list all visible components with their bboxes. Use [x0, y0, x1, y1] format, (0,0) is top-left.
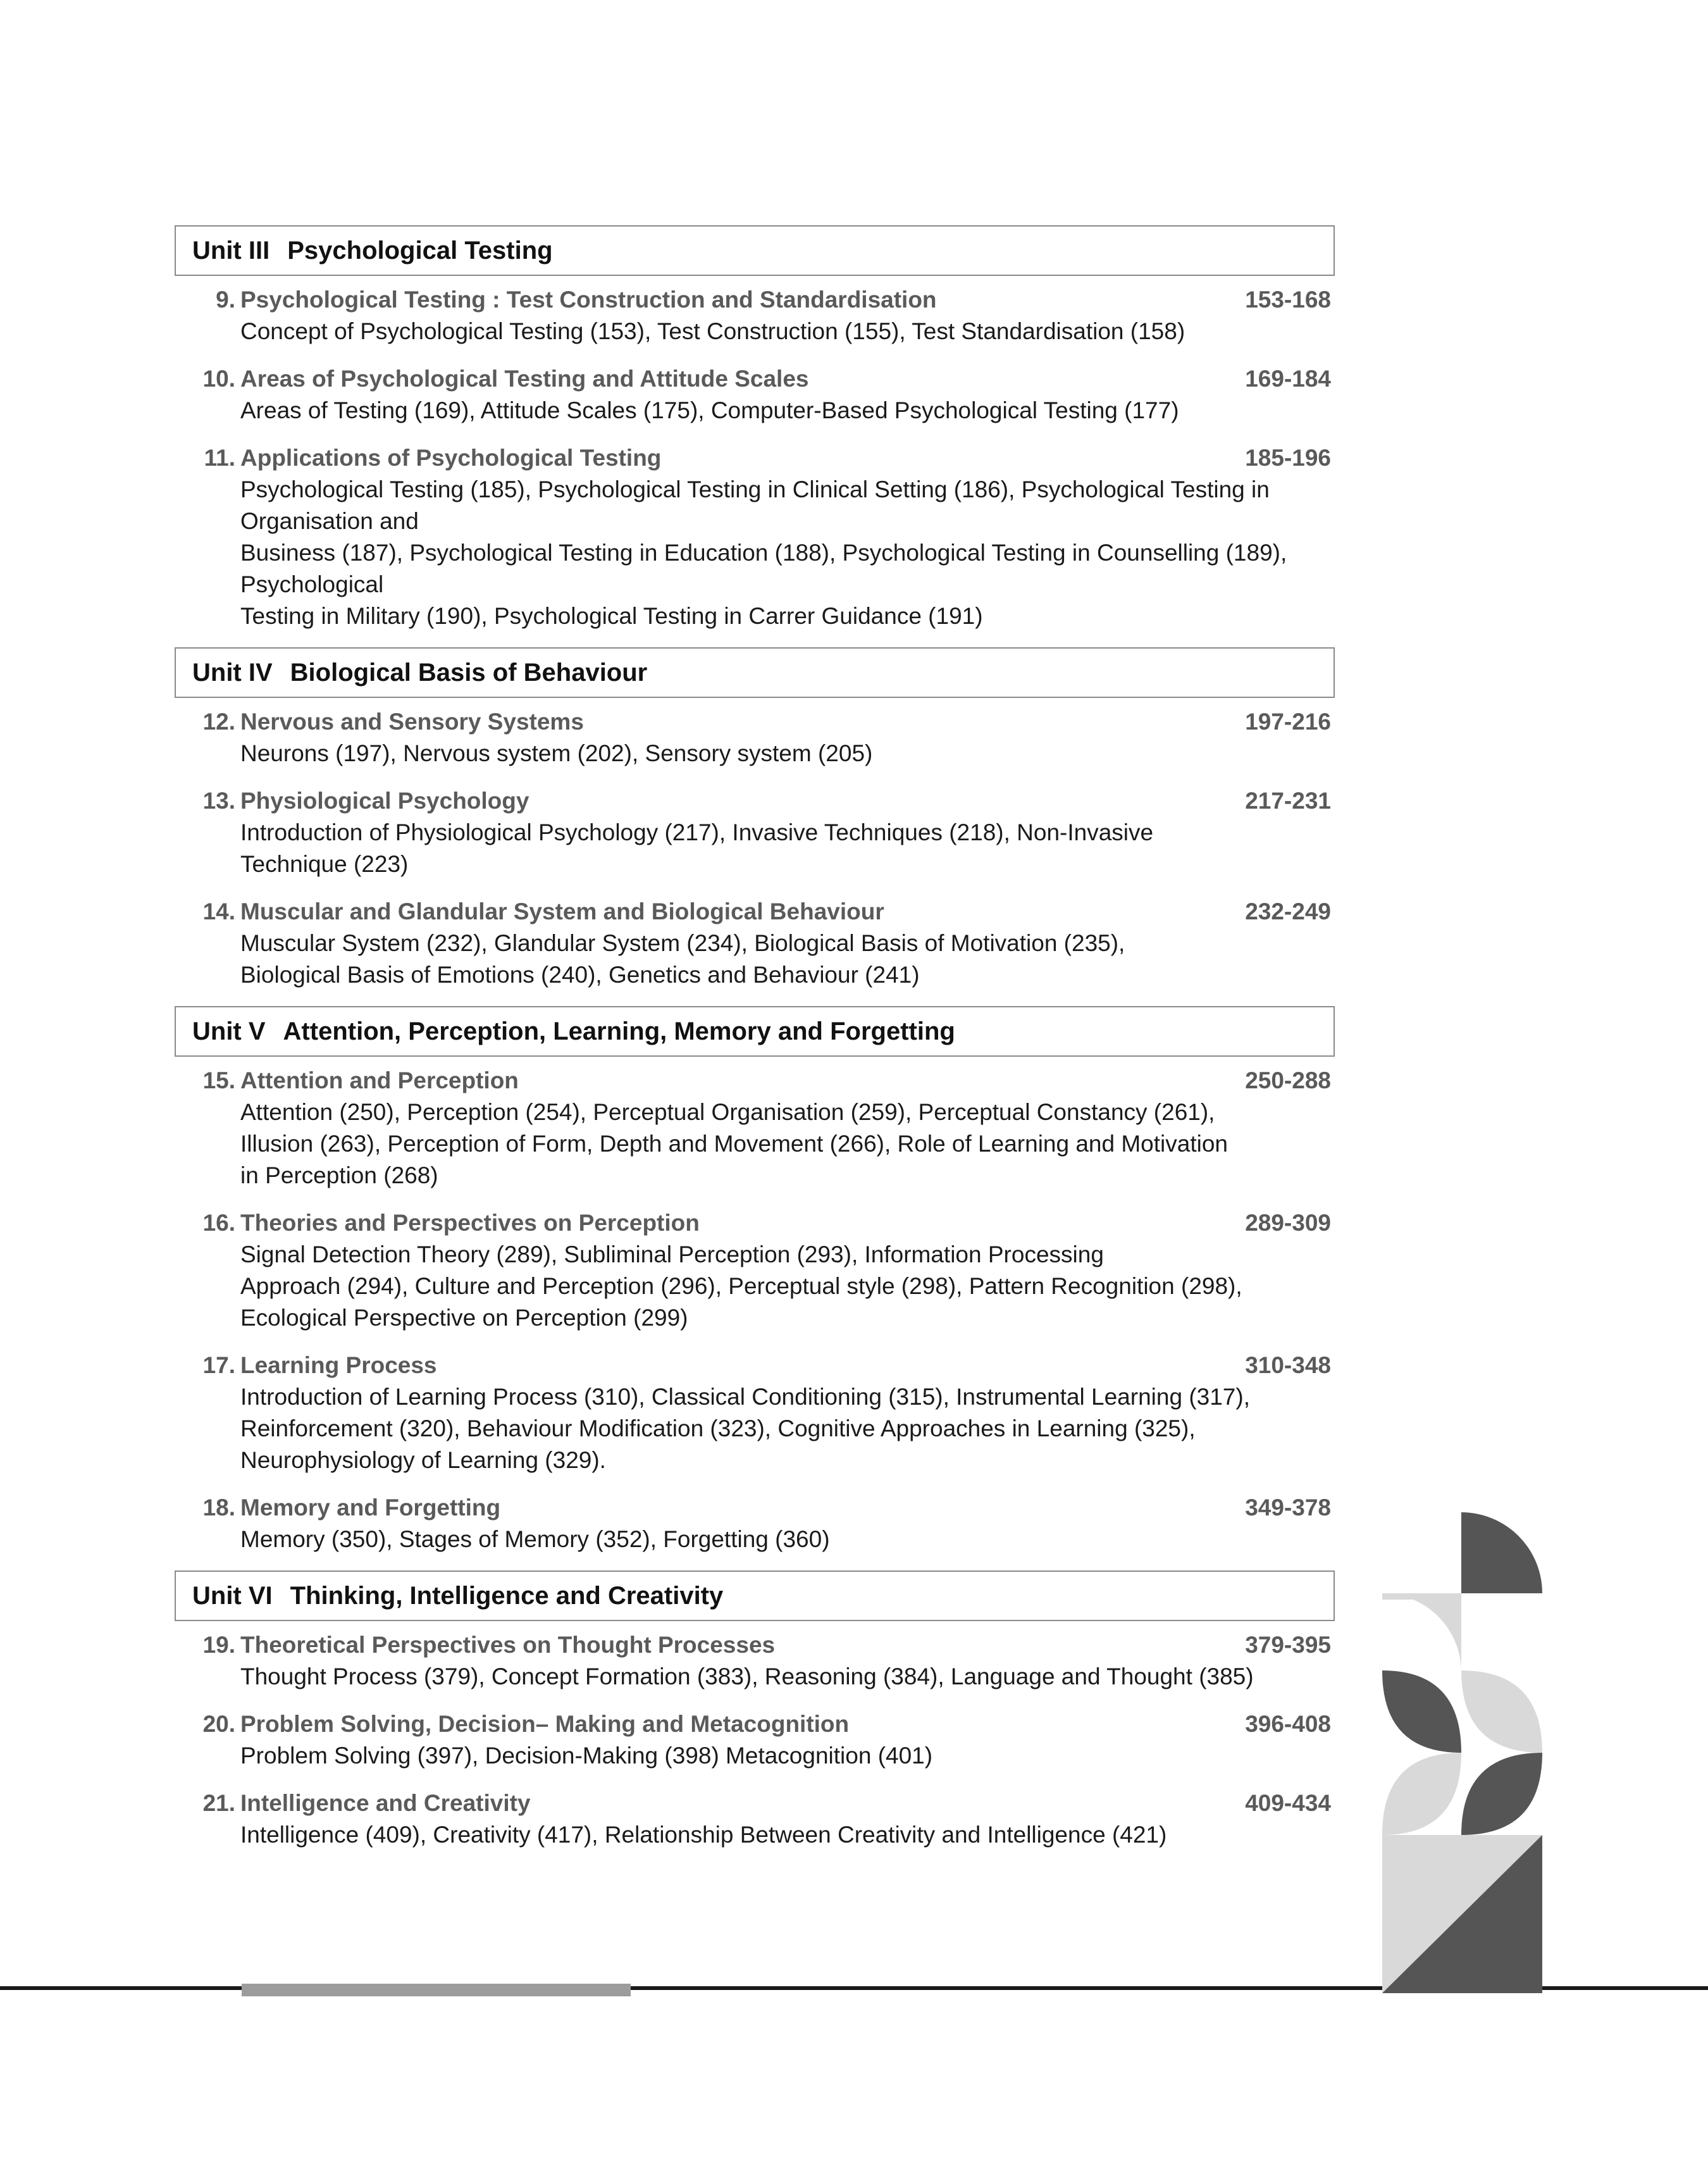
chapter-entry	[175, 1064, 1335, 1191]
chapter-number: 17.	[202, 1352, 235, 1378]
chapter-entry	[175, 1207, 1335, 1334]
topic-line: Neurophysiology of Learning (329).	[240, 1447, 606, 1473]
chapter-number: 14.	[202, 899, 235, 924]
light-leaf-right	[1461, 1670, 1542, 1753]
light-leaf-left	[1382, 1753, 1461, 1835]
chapter-topics	[240, 817, 1335, 880]
chapter-number: 21.	[202, 1790, 235, 1816]
chapter-entry	[175, 895, 1335, 991]
chapter-page-range: 185-196	[1245, 445, 1331, 471]
table-of-contents	[175, 225, 1335, 1866]
unit-section	[175, 1006, 1335, 1555]
chapter-entry	[175, 1491, 1335, 1555]
chapter-entry	[175, 1629, 1335, 1693]
chapter-heading-row	[240, 1629, 1335, 1661]
chapter-number: 20.	[202, 1711, 235, 1737]
topic-line: Biological Basis of Emotions (240), Genetics and Behaviour (241)	[240, 962, 920, 988]
chapter-page-range: 153-168	[1245, 287, 1331, 313]
chapter-number: 16.	[202, 1210, 235, 1236]
chapter-number: 13.	[202, 788, 235, 814]
decorative-geometric-shapes	[1379, 1512, 1544, 1993]
chapter-title: Theoretical Perspectives on Thought Processes	[240, 1632, 776, 1658]
topic-line: Neurons (197), Nervous system (202), Sensory system (205)	[240, 740, 873, 766]
topic-line: Technique (223)	[240, 851, 409, 877]
unit-header	[175, 225, 1335, 276]
chapter-entry	[175, 363, 1335, 426]
topic-line: Introduction of Learning Process (310), Classical Conditioning (315), Instrumental Learning (317),	[240, 1384, 1250, 1410]
topic-line: Approach (294), Culture and Perception (296), Perceptual style (298), Pattern Recognition (298),	[240, 1273, 1242, 1299]
chapter-heading-row	[240, 363, 1335, 395]
chapter-page-range: 289-309	[1245, 1210, 1331, 1236]
chapter-page-range: 310-348	[1245, 1352, 1331, 1378]
chapter-topics	[240, 1740, 1335, 1772]
dark-quarter-circle	[1461, 1512, 1542, 1593]
chapter-page-range: 197-216	[1245, 709, 1331, 735]
chapter-heading-row	[240, 442, 1335, 474]
chapter-number: 12.	[202, 709, 235, 735]
topic-line: Organisation and	[240, 508, 419, 534]
unit-header	[175, 1570, 1335, 1621]
chapter-title: Attention and Perception	[240, 1067, 519, 1093]
topic-line: Business (187), Psychological Testing in Education (188), Psychological Testing in Counselling (189),	[240, 540, 1287, 566]
chapter-heading-row	[240, 283, 1335, 316]
chapter-page-range: 409-434	[1245, 1790, 1331, 1816]
chapter-page-range: 169-184	[1245, 366, 1331, 392]
unit-number: Unit IV	[192, 658, 273, 687]
chapter-title: Intelligence and Creativity	[240, 1790, 531, 1816]
chapter-title: Nervous and Sensory Systems	[240, 709, 584, 735]
unit-section	[175, 1570, 1335, 1851]
chapter-title: Areas of Psychological Testing and Attitude Scales	[240, 366, 809, 392]
chapter-entry	[175, 706, 1335, 769]
chapter-number: 10.	[202, 366, 235, 392]
chapter-title: Memory and Forgetting	[240, 1495, 501, 1521]
unit-number: Unit VI	[192, 1581, 273, 1610]
topic-line: Reinforcement (320), Behaviour Modification (323), Cognitive Approaches in Learning (325),	[240, 1415, 1196, 1441]
unit-title: Biological Basis of Behaviour	[290, 658, 648, 687]
topic-line: Attention (250), Perception (254), Perceptual Organisation (259), Perceptual Constancy (261),	[240, 1099, 1215, 1125]
chapter-entry	[175, 442, 1335, 632]
chapter-heading-row	[240, 1349, 1335, 1381]
chapter-heading-row	[240, 706, 1335, 738]
chapter-page-range: 349-378	[1245, 1495, 1331, 1521]
chapter-title: Problem Solving, Decision– Making and Metacognition	[240, 1711, 850, 1737]
dark-leaf-right	[1461, 1753, 1542, 1835]
topic-line: Illusion (263), Perception of Form, Depth and Movement (266), Role of Learning and Motivation	[240, 1131, 1228, 1157]
chapter-title: Theories and Perspectives on Perception	[240, 1210, 700, 1236]
chapter-topics	[240, 316, 1335, 347]
chapter-entry	[175, 1349, 1335, 1476]
chapter-heading-row	[240, 785, 1335, 817]
chapter-entry	[175, 785, 1335, 880]
unit-number: Unit III	[192, 236, 270, 264]
footer-accent-bar	[242, 1984, 631, 1996]
chapter-number: 19.	[202, 1632, 235, 1658]
chapter-topics	[240, 738, 1335, 769]
topic-line: Areas of Testing (169), Attitude Scales (175), Computer-Based Psychological Testing (177)	[240, 397, 1179, 423]
chapter-title: Psychological Testing : Test Construction and Standardisation	[240, 287, 937, 313]
topic-line: Memory (350), Stages of Memory (352), Forgetting (360)	[240, 1526, 830, 1552]
chapter-page-range: 396-408	[1245, 1711, 1331, 1737]
chapter-page-range: 250-288	[1245, 1067, 1331, 1093]
chapter-topics	[240, 1239, 1335, 1334]
chapter-number: 9.	[216, 287, 235, 313]
topic-line: Psychological	[240, 571, 384, 597]
chapter-topics	[240, 474, 1335, 632]
chapter-topics	[240, 928, 1335, 991]
chapter-heading-row	[240, 1064, 1335, 1097]
topic-line: Signal Detection Theory (289), Subliminal Perception (293), Information Processing	[240, 1241, 1104, 1267]
chapter-page-range: 379-395	[1245, 1632, 1331, 1658]
unit-section	[175, 225, 1335, 632]
chapter-page-range: 217-231	[1245, 788, 1331, 814]
chapter-heading-row	[240, 1207, 1335, 1239]
topic-line: Thought Process (379), Concept Formation (383), Reasoning (384), Language and Thought (385)	[240, 1664, 1254, 1689]
chapter-page-range: 232-249	[1245, 899, 1331, 924]
topic-line: Ecological Perspective on Perception (299)	[240, 1305, 688, 1331]
chapter-topics	[240, 1097, 1335, 1191]
chapter-number: 18.	[202, 1495, 235, 1521]
chapter-entry	[175, 1787, 1335, 1851]
unit-title: Attention, Perception, Learning, Memory and Forgetting	[283, 1017, 955, 1045]
chapter-topics	[240, 1819, 1335, 1851]
chapter-topics	[240, 1381, 1335, 1476]
unit-title: Thinking, Intelligence and Creativity	[290, 1581, 724, 1610]
topic-line: Concept of Psychological Testing (153), Test Construction (155), Test Standardisation (158)	[240, 318, 1185, 344]
unit-title: Psychological Testing	[287, 236, 553, 264]
chapter-entry	[175, 1708, 1335, 1772]
chapter-entry	[175, 283, 1335, 347]
chapter-heading-row	[240, 1708, 1335, 1740]
topic-line: Muscular System (232), Glandular System (234), Biological Basis of Motivation (235),	[240, 930, 1125, 956]
topic-line: Intelligence (409), Creativity (417), Relationship Between Creativity and Intelligence (421)	[240, 1822, 1167, 1848]
chapter-number: 15.	[202, 1067, 235, 1093]
chapter-number: 11.	[204, 445, 235, 471]
dark-leaf-left	[1382, 1670, 1461, 1753]
topic-line: Problem Solving (397), Decision-Making (398) Metacognition (401)	[240, 1743, 933, 1769]
chapter-heading-row	[240, 895, 1335, 928]
topic-line: Psychological Testing (185), Psychological Testing in Clinical Setting (186), Psychological Testing in	[240, 476, 1270, 502]
chapter-topics	[240, 1524, 1335, 1555]
topic-line: Introduction of Physiological Psychology (217), Invasive Techniques (218), Non-Invasive	[240, 819, 1154, 845]
chapter-title: Learning Process	[240, 1352, 437, 1378]
light-square	[1382, 1593, 1461, 1600]
chapter-title: Physiological Psychology	[240, 788, 529, 814]
topic-line: in Perception (268)	[240, 1162, 438, 1188]
chapter-topics	[240, 1661, 1335, 1693]
chapter-heading-row	[240, 1787, 1335, 1819]
light-quarter-shape	[1382, 1593, 1461, 1670]
unit-header	[175, 647, 1335, 698]
unit-number: Unit V	[192, 1017, 266, 1045]
chapter-title: Muscular and Glandular System and Biological Behaviour	[240, 899, 884, 924]
chapter-title: Applications of Psychological Testing	[240, 445, 662, 471]
topic-line: Testing in Military (190), Psychological Testing in Carrer Guidance (191)	[240, 603, 983, 629]
chapter-heading-row	[240, 1491, 1335, 1524]
unit-header	[175, 1006, 1335, 1057]
chapter-topics	[240, 395, 1335, 426]
unit-section	[175, 647, 1335, 991]
